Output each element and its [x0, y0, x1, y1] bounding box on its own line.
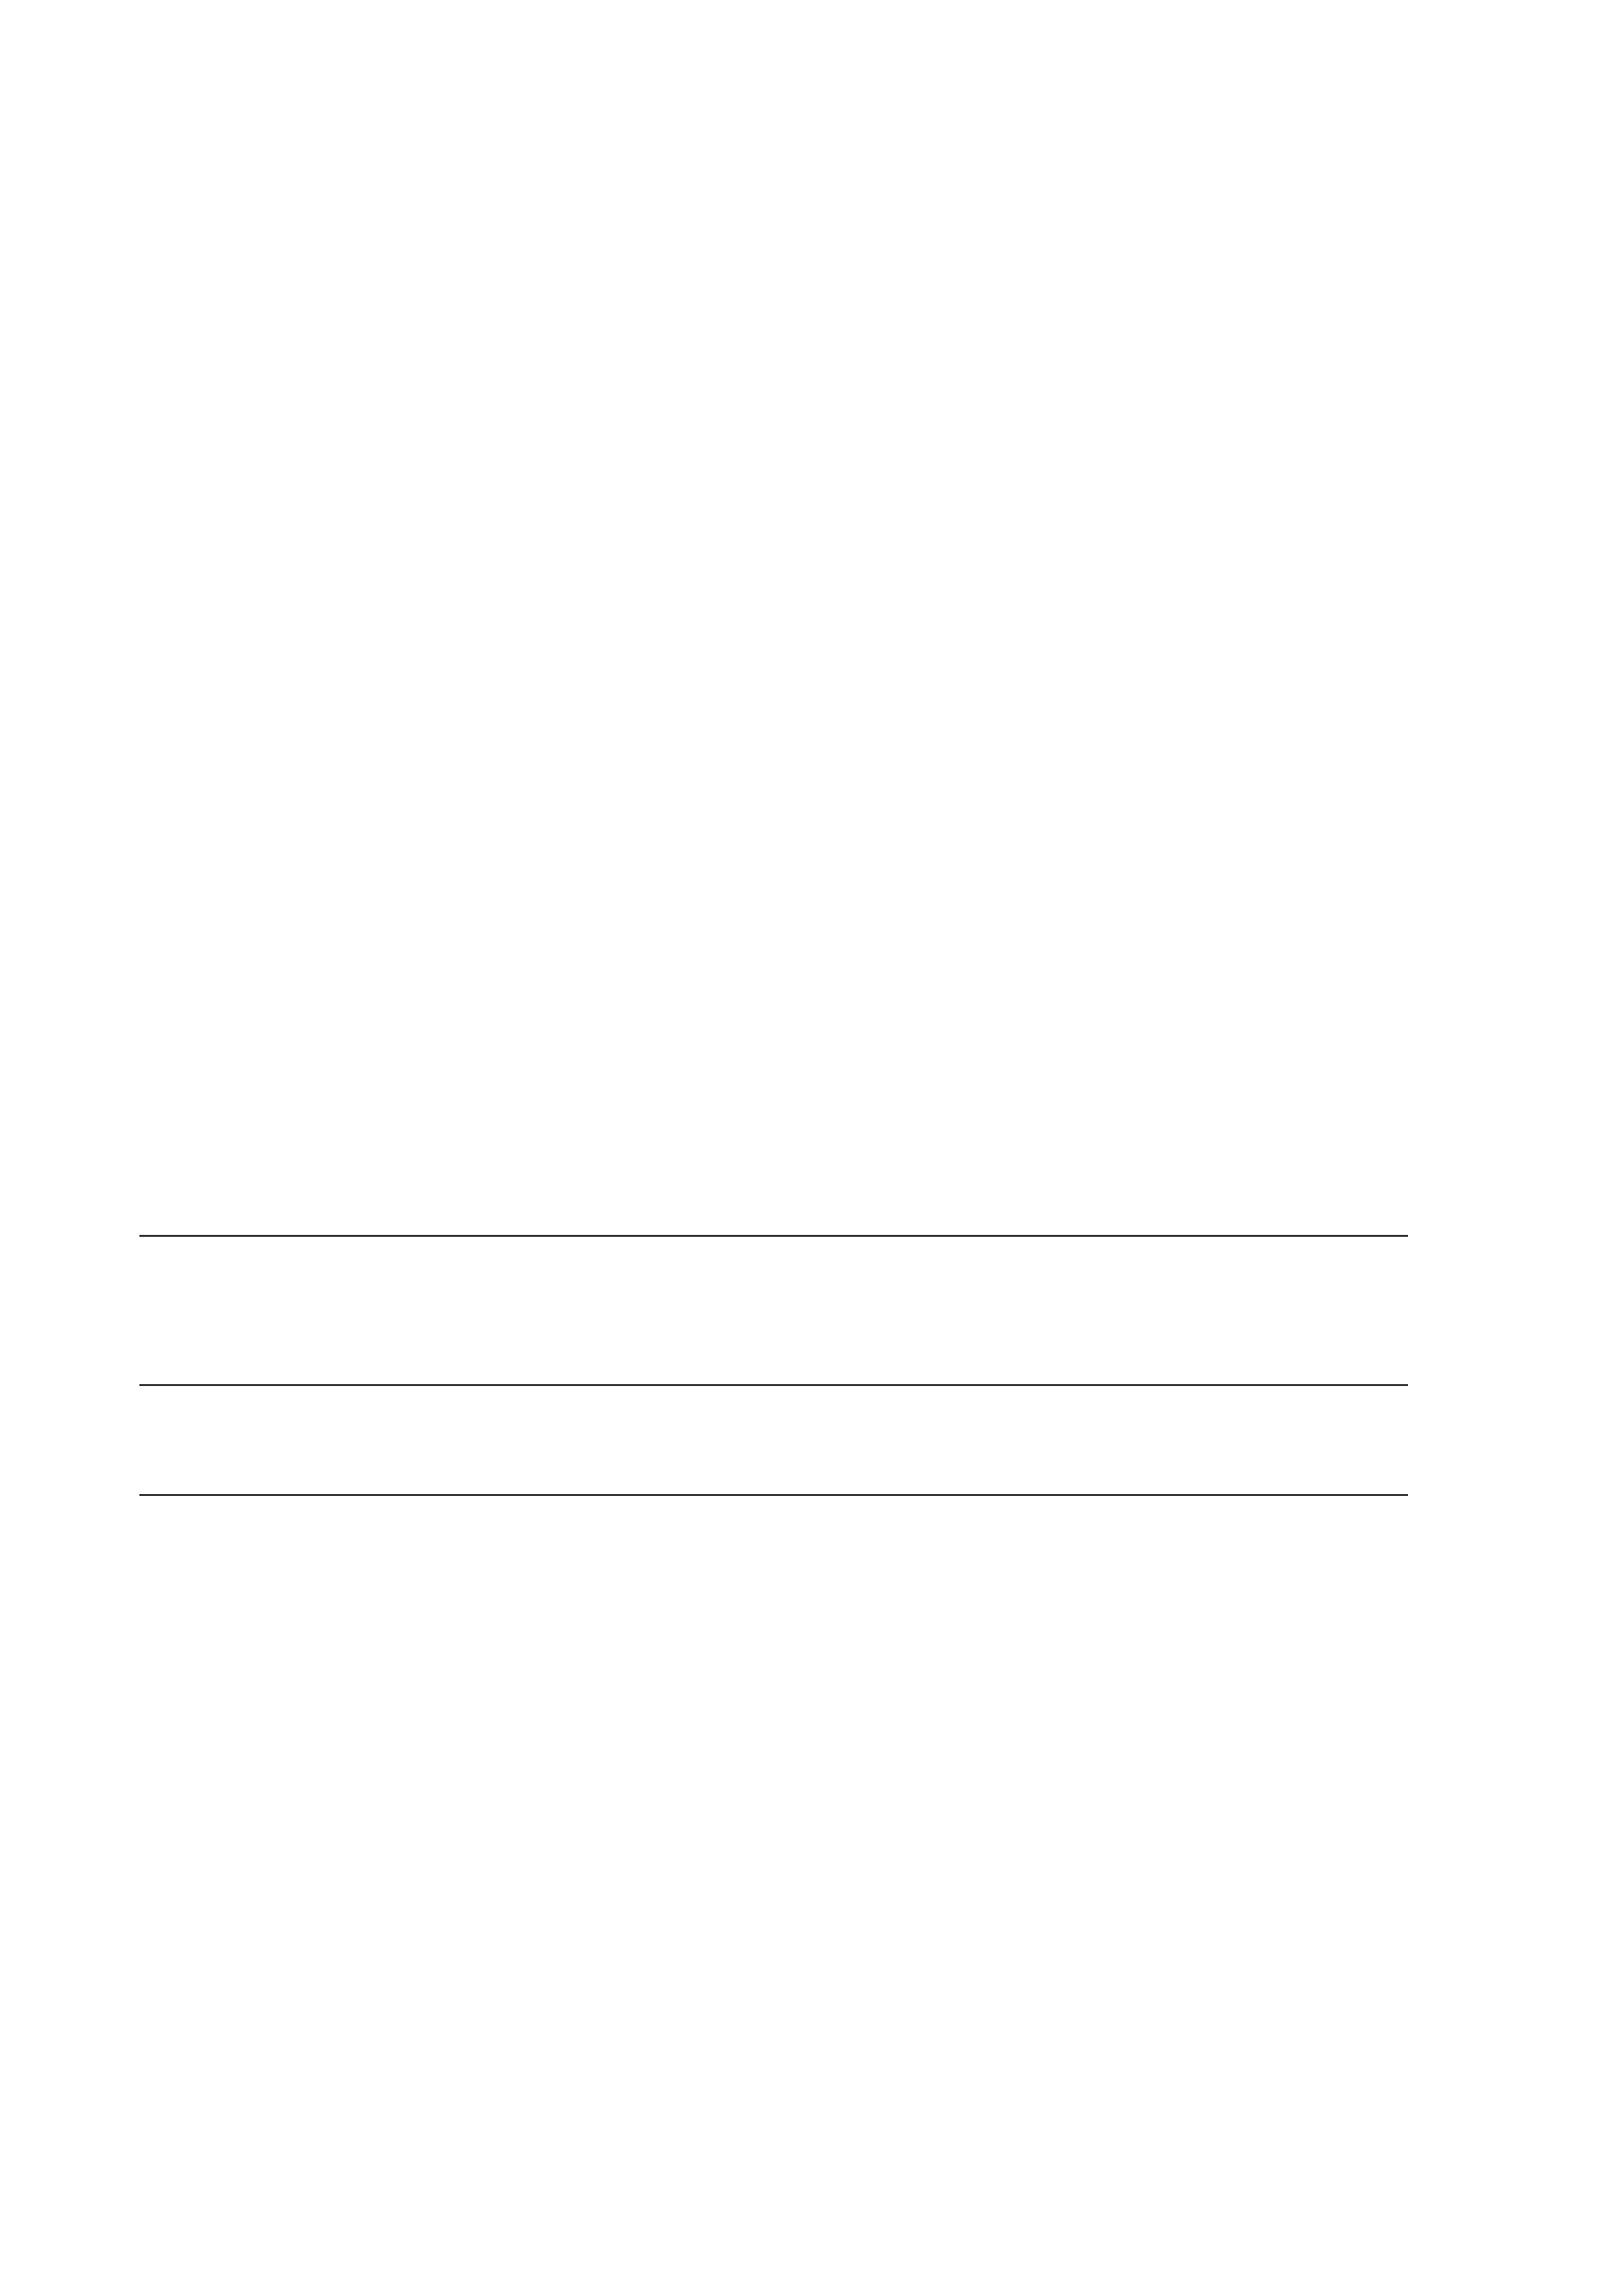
divider-line: [139, 1235, 1408, 1237]
table-top-rule: [139, 1384, 1408, 1386]
table-header-rule: [139, 1494, 1408, 1496]
